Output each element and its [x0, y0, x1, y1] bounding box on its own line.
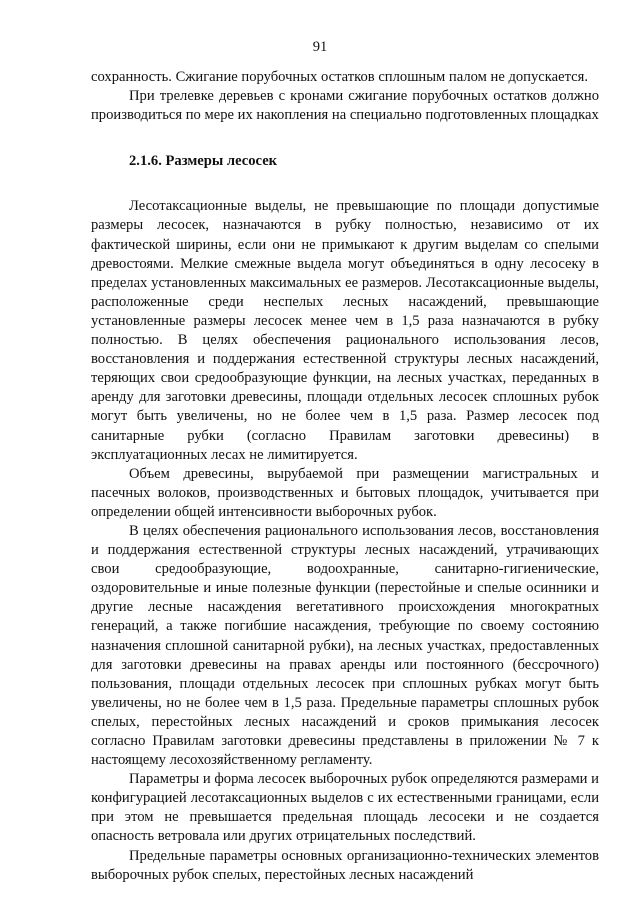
page-content [91, 68, 599, 885]
page-number: 91 [312, 39, 328, 55]
paragraph: сохранность. Сжигание порубочных остатков сплошным палом не допускается. [91, 69, 588, 85]
paragraph: Лесотаксационные выделы, не превышающие по площади допустимые размеры лесосек, назначаются в рубку полностью, независимо от их фактической ширины, если они не примыкают к другим выделам со спелыми древостоями. Мелкие смежные выдела могут объединяться в одну лесосеку в пределах установленных максимальных ее размеров. Лесотаксационные выделы, расположенные среди неспелых лесных насаждений, превышающие установленные размеры лесосек менее чем в 1,5 раза назначаются в рубку полностью. В целях обеспечения рационального использования лесов, восстановления и поддержания естественной структуры лесных насаждений, теряющих свои средообразующие функции, на лесных участках, переданных в аренду для заготовки древесины, площади отдельных лесосек сплошных рубок могут быть увеличены, но не более чем в 1,5 раза. Размер лесосек под санитарные рубки (согласно Правилам заготовки древесины) в эксплуатационных лесах не лимитируется. [91, 198, 599, 463]
paragraph: Предельные параметры основных организационно-технических элементов выборочных рубок спелых, перестойных лесных насаждений [91, 847, 599, 883]
paragraph: При трелевке деревьев с кронами сжигание порубочных остатков должно производиться по мере их накопления на специально подготовленных площадках [91, 88, 599, 124]
paragraph: Параметры и форма лесосек выборочных рубок определяются размерами и конфигурацией лесотаксационных выделов с их естественными границами, если при этом не превышается предельная площадь лесосеки и не создается опасность ветровала или других отрицательных последствий. [91, 771, 599, 845]
paragraph: Объем древесины, вырубаемой при размещении магистральных и пасечных волоков, производственных и бытовых площадок, учитывается при определении общей интенсивности выборочных рубок. [91, 465, 599, 520]
section-heading: 2.1.6. Размеры лесосек [129, 153, 278, 170]
paragraph: В целях обеспечения рационального использования лесов, восстановления и поддержания естественной структуры лесных насаждений, утрачивающих свои средообразующие, водоохранные, санитарно-гигиенические, оздоровительные и иные полезные функции (перестойные и спелые осинники и другие лесные насаждения вегетативного происхождения многократных генераций, а также погибшие насаждения, требующие по своему состоянию назначения сплошной санитарной рубки), на лесных участках, предоставленных для заготовки древесины на правах аренды или постоянного (бессрочного) пользования, площади отдельных лесосек при сплошных рубках могут быть увеличены, но не более чем в 1,5 раза. Предельные параметры сплошных рубок спелых, перестойных лесных насаждений и сроков примыкания лесосек согласно Правилам заготовки древесины представлены в приложении № 7 к настоящему лесохозяйственному регламенту. [91, 522, 599, 769]
